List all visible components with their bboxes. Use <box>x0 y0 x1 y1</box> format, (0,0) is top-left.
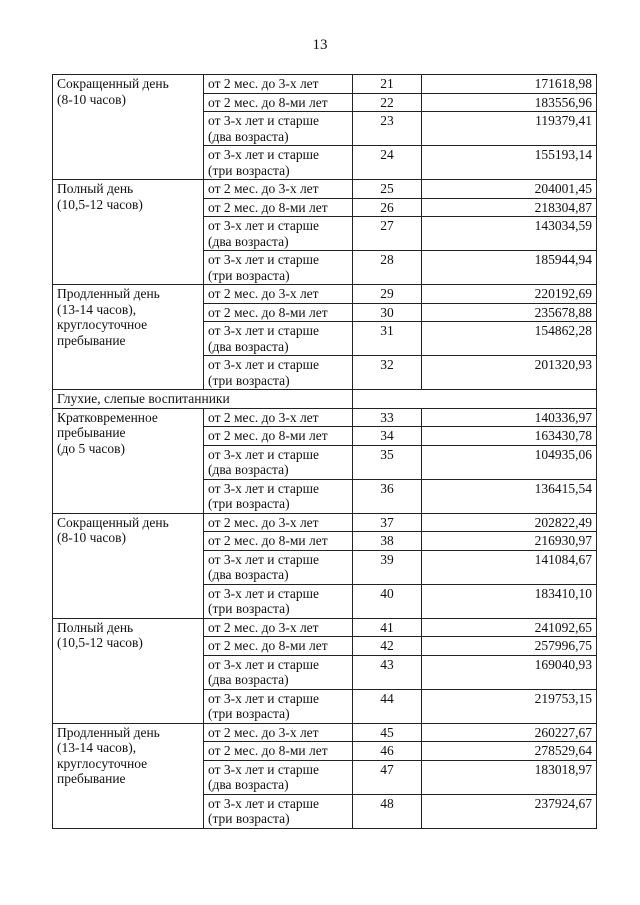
value-cell: 163430,78 <box>422 427 597 446</box>
value-cell: 154862,28 <box>422 322 597 356</box>
age-group-line: от 3-х лет и старше <box>208 480 320 496</box>
age-group-cell <box>204 637 353 656</box>
age-group-cell <box>204 532 353 551</box>
value-cell: 218304,87 <box>422 198 597 217</box>
value-cell: 201320,93 <box>422 356 597 390</box>
age-group-line: от 2 мес. до 8-ми лет <box>208 743 328 758</box>
row-number-cell: 46 <box>353 742 422 761</box>
age-group-cell <box>204 794 353 828</box>
category-cell <box>53 618 204 723</box>
age-group-line: (два возраста) <box>208 338 289 354</box>
tariff-table-body <box>53 75 597 829</box>
age-group-cell <box>204 75 353 94</box>
age-group-line: от 3-х лет и старше <box>208 656 320 672</box>
age-group-cell <box>204 427 353 446</box>
age-group-cell <box>204 285 353 304</box>
value-cell: 143034,59 <box>422 217 597 251</box>
value-cell: 257996,75 <box>422 637 597 656</box>
row-number-cell: 45 <box>353 723 422 742</box>
category-label-line: (8-10 часов) <box>57 530 127 545</box>
category-label-line: Кратковременное <box>57 409 158 425</box>
category-label-line: (10,5-12 часов) <box>57 196 143 212</box>
row-number-cell: 34 <box>353 427 422 446</box>
category-cell <box>53 513 204 618</box>
category-label-line: Полный день <box>57 619 134 635</box>
category-label-line: Продленный день <box>57 724 160 740</box>
section-row <box>53 390 597 409</box>
age-group-line: от 3-х лет и старше <box>208 113 320 128</box>
row-number-cell: 32 <box>353 356 422 390</box>
category-label-line: Продленный день <box>57 286 160 301</box>
age-group-cell <box>204 356 353 390</box>
age-group-cell <box>204 112 353 146</box>
category-label-line: круглосуточное <box>57 317 148 332</box>
category-label-line: Сокращенный день <box>57 514 169 530</box>
row-number-cell: 31 <box>353 322 422 356</box>
age-group-line: от 2 мес. до 8-ми лет <box>208 304 328 320</box>
value-cell: 237924,67 <box>422 794 597 828</box>
value-cell: 169040,93 <box>422 655 597 689</box>
row-number-cell: 33 <box>353 408 422 427</box>
age-group-line: (два возраста) <box>208 233 289 249</box>
category-label-line: пребывание <box>57 332 126 348</box>
row-number-cell: 42 <box>353 637 422 656</box>
tariff-table <box>52 74 597 829</box>
age-group-cell <box>204 251 353 285</box>
age-group-line: от 2 мес. до 3-х лет <box>208 724 319 740</box>
table-row <box>53 618 597 637</box>
age-group-line: (два возраста) <box>208 567 289 582</box>
category-cell <box>53 180 204 285</box>
category-label-line: (до 5 часов) <box>57 440 126 456</box>
age-group-line: от 3-х лет и старше <box>208 585 320 601</box>
value-cell: 260227,67 <box>422 723 597 742</box>
age-group-cell <box>204 93 353 112</box>
value-cell: 241092,65 <box>422 618 597 637</box>
section-label: Глухие, слепые воспитанники <box>53 390 353 409</box>
category-cell <box>53 408 204 513</box>
value-cell: 202822,49 <box>422 513 597 532</box>
row-number-cell: 24 <box>353 146 422 180</box>
age-group-cell <box>204 322 353 356</box>
age-group-line: (три возраста) <box>208 372 290 388</box>
age-group-cell <box>204 723 353 742</box>
age-group-line: (три возраста) <box>208 496 290 511</box>
age-group-cell <box>204 760 353 794</box>
age-group-cell <box>204 408 353 427</box>
row-number-cell: 29 <box>353 285 422 304</box>
row-number-cell: 28 <box>353 251 422 285</box>
age-group-line: (два возраста) <box>208 462 289 477</box>
row-number-cell: 30 <box>353 303 422 322</box>
row-number-cell: 38 <box>353 532 422 551</box>
table-row <box>53 180 597 199</box>
value-cell: 235678,88 <box>422 303 597 322</box>
category-label-line: пребывание <box>57 425 126 440</box>
category-label-line: (13-14 часов), <box>57 301 137 317</box>
age-group-line: от 2 мес. до 3-х лет <box>208 181 319 196</box>
value-cell: 183556,96 <box>422 93 597 112</box>
age-group-cell <box>204 180 353 199</box>
value-cell: 136415,54 <box>422 479 597 513</box>
age-group-line: от 2 мес. до 3-х лет <box>208 286 319 301</box>
table-row <box>53 408 597 427</box>
age-group-cell <box>204 550 353 584</box>
age-group-line: от 2 мес. до 8-ми лет <box>208 199 328 215</box>
age-group-cell <box>204 689 353 723</box>
age-group-line: от 3-х лет и старше <box>208 690 320 706</box>
value-cell: 183018,97 <box>422 760 597 794</box>
value-cell: 278529,64 <box>422 742 597 761</box>
age-group-line: (три возраста) <box>208 706 290 721</box>
table-row <box>53 75 597 94</box>
category-label-line: круглосуточное <box>57 755 148 771</box>
age-group-line: от 2 мес. до 8-ми лет <box>208 94 328 110</box>
age-group-cell <box>204 303 353 322</box>
category-label-line: Сокращенный день <box>57 76 169 91</box>
age-group-line: (два возраста) <box>208 672 289 687</box>
table-row <box>53 723 597 742</box>
age-group-line: от 3-х лет и старше <box>208 252 320 267</box>
category-cell <box>53 75 204 180</box>
age-group-line: (два возраста) <box>208 777 289 792</box>
age-group-cell <box>204 479 353 513</box>
age-group-cell <box>204 146 353 180</box>
value-cell: 155193,14 <box>422 146 597 180</box>
row-number-cell: 27 <box>353 217 422 251</box>
row-number-cell: 37 <box>353 513 422 532</box>
age-group-line: (три возраста) <box>208 162 290 178</box>
age-group-line: от 3-х лет и старше <box>208 446 320 462</box>
age-group-cell <box>204 513 353 532</box>
age-group-cell <box>204 445 353 479</box>
age-group-line: от 3-х лет и старше <box>208 323 320 338</box>
row-number-cell: 41 <box>353 618 422 637</box>
age-group-cell <box>204 217 353 251</box>
age-group-line: от 2 мес. до 3-х лет <box>208 409 319 425</box>
category-label-line: (8-10 часов) <box>57 91 127 107</box>
age-group-line: от 3-х лет и старше <box>208 218 320 233</box>
value-cell: 219753,15 <box>422 689 597 723</box>
age-group-line: (три возраста) <box>208 601 290 616</box>
row-number-cell: 39 <box>353 550 422 584</box>
age-group-line: от 3-х лет и старше <box>208 761 320 777</box>
age-group-line: (три возраста) <box>208 811 290 826</box>
age-group-cell <box>204 655 353 689</box>
value-cell: 171618,98 <box>422 75 597 94</box>
age-group-line: от 3-х лет и старше <box>208 147 320 162</box>
value-cell: 216930,97 <box>422 532 597 551</box>
row-number-cell: 43 <box>353 655 422 689</box>
age-group-cell <box>204 742 353 761</box>
age-group-line: от 3-х лет и старше <box>208 357 320 372</box>
table-row <box>53 513 597 532</box>
category-cell <box>53 285 204 390</box>
row-number-cell: 36 <box>353 479 422 513</box>
category-label-line: пребывание <box>57 771 126 786</box>
value-cell: 104935,06 <box>422 445 597 479</box>
value-cell: 183410,10 <box>422 584 597 618</box>
section-empty-cell <box>353 390 597 409</box>
age-group-cell <box>204 618 353 637</box>
age-group-line: от 2 мес. до 3-х лет <box>208 76 319 91</box>
category-cell <box>53 723 204 828</box>
row-number-cell: 26 <box>353 198 422 217</box>
age-group-line: от 2 мес. до 3-х лет <box>208 619 319 635</box>
age-group-line: от 2 мес. до 8-ми лет <box>208 428 328 443</box>
value-cell: 185944,94 <box>422 251 597 285</box>
value-cell: 204001,45 <box>422 180 597 199</box>
row-number-cell: 44 <box>353 689 422 723</box>
table-row <box>53 285 597 304</box>
row-number-cell: 22 <box>353 93 422 112</box>
row-number-cell: 47 <box>353 760 422 794</box>
value-cell: 220192,69 <box>422 285 597 304</box>
row-number-cell: 23 <box>353 112 422 146</box>
age-group-line: от 2 мес. до 8-ми лет <box>208 533 328 548</box>
row-number-cell: 40 <box>353 584 422 618</box>
age-group-line: от 3-х лет и старше <box>208 551 320 567</box>
row-number-cell: 21 <box>353 75 422 94</box>
age-group-line: от 2 мес. до 3-х лет <box>208 514 319 530</box>
row-number-cell: 25 <box>353 180 422 199</box>
age-group-line: от 3-х лет и старше <box>208 795 320 811</box>
category-label-line: (13-14 часов), <box>57 740 137 755</box>
age-group-cell <box>204 198 353 217</box>
row-number-cell: 35 <box>353 445 422 479</box>
row-number-cell: 48 <box>353 794 422 828</box>
age-group-line: (три возраста) <box>208 267 290 283</box>
category-label-line: (10,5-12 часов) <box>57 635 143 650</box>
category-label-line: Полный день <box>57 181 134 196</box>
age-group-cell <box>204 584 353 618</box>
page-number: 13 <box>312 37 328 53</box>
age-group-line: от 2 мес. до 8-ми лет <box>208 638 328 653</box>
age-group-line: (два возраста) <box>208 128 289 144</box>
value-cell: 141084,67 <box>422 550 597 584</box>
value-cell: 140336,97 <box>422 408 597 427</box>
value-cell: 119379,41 <box>422 112 597 146</box>
